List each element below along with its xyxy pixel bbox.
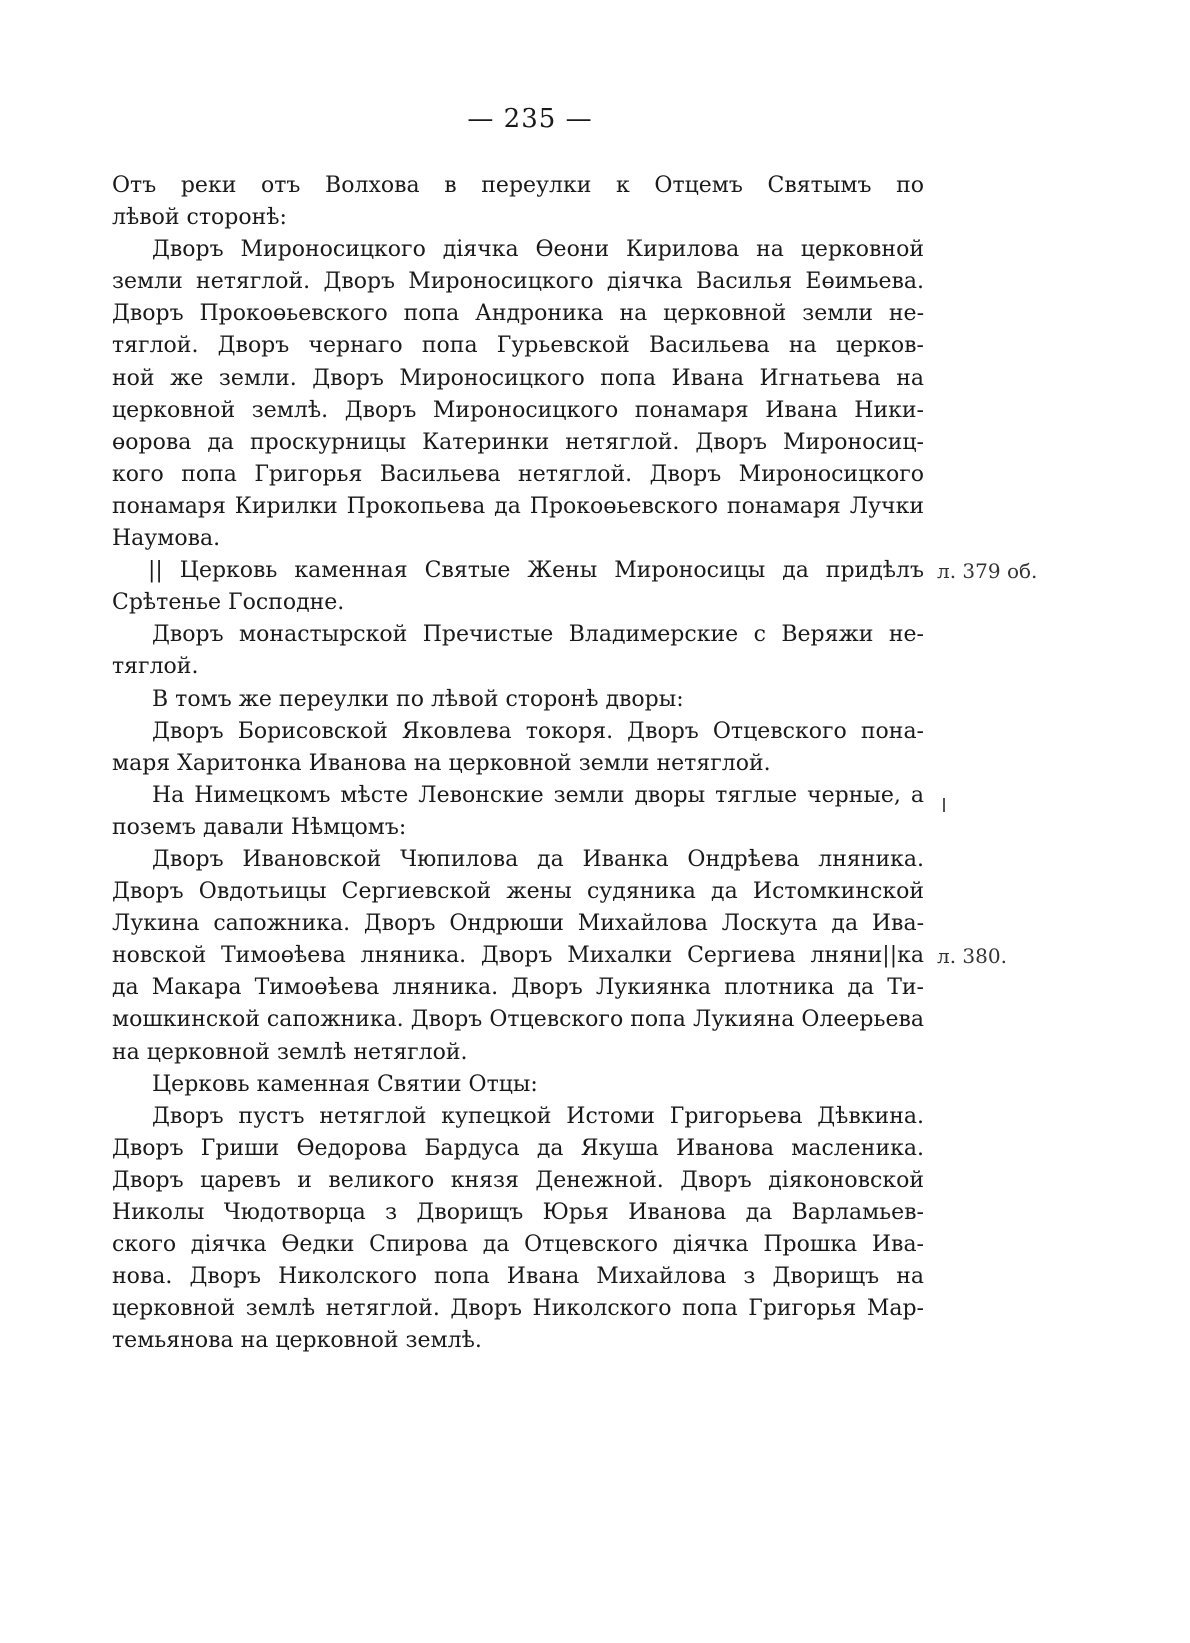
text-line: өорова да проскурницы Катеринки нетяглой. Дворъ Мироносиц- [112, 429, 924, 455]
text-line: тяглой. [112, 654, 199, 680]
text-line: Лукина сапожника. Дворъ Ондрюши Михайлова Лоскута да Ива- [112, 911, 924, 937]
text-line: церковной землѣ. Дворъ Мироносицкого понамаря Ивана Ники- [112, 397, 924, 423]
text-line: церковной землѣ нетяглой. Дворъ Николского попа Григорья Мар- [112, 1296, 924, 1322]
text-line: тяглой. Дворъ чернаго попа Гурьевской Васильева на церков- [112, 333, 924, 359]
text-line: Срѣтенье Господне. [112, 590, 345, 616]
text-line: ского діячка Өедки Спирова да Отцевского діячка Прошка Ива- [112, 1232, 924, 1258]
text-line: Дворъ Мироносицкого діячка Өеони Кирилова на церковной [152, 237, 924, 263]
margin-tick-mark [943, 798, 945, 812]
text-line: ной же земли. Дворъ Мироносицкого попа Ивана Игнатьева на [112, 365, 924, 391]
text-line: поземъ давали Нѣмцомъ: [112, 814, 407, 840]
text-line: Дворъ Ивановской Чюпилова да Иванка Ондрѣева лняника. [152, 846, 924, 872]
text-line: Отъ реки отъ Волхова в переулки к Отцемъ Святымъ по [112, 173, 924, 198]
text-line: темьянова на церковной землѣ. [112, 1328, 482, 1354]
text-line: да Макара Тимоөѣева лняника. Дворъ Лукиянка плотника да Ти- [112, 975, 924, 1001]
text-line: Николы Чюдотворца з Дворищъ Юрья Иванова да Варламьев- [112, 1200, 924, 1225]
text-line: на церковной землѣ нетяглой. [112, 1039, 468, 1065]
text-line: || Церковь каменная Святые Жены Мироносицы да придѣлъ [148, 558, 924, 584]
text-line: кого попа Григорья Васильева нетяглой. Дворъ Мироносицкого [112, 461, 924, 487]
document-body [112, 170, 924, 1357]
page-number: — 235 — [467, 104, 593, 134]
text-line: мошкинской сапожника. Дворъ Отцевского попа Лукияна Олеерьева [112, 1007, 924, 1033]
text-line: Дворъ Гриши Өедорова Бардуса да Якуша Иванова масленика. [112, 1135, 924, 1161]
text-line: нова. Дворъ Николского попа Ивана Михайлова з Дворищъ на [112, 1264, 924, 1290]
text-line: В томъ же переулки по лѣвой сторонѣ дворы: [152, 686, 684, 712]
text-line: Дворъ Борисовской Яковлева токоря. Дворъ Отцевского пона- [152, 718, 924, 744]
text-line: На Нимецкомъ мѣсте Левонские земли дворы тяглые черные, а [152, 782, 924, 808]
text-line: Дворъ Овдотьицы Сергиевской жены судяника да Истомкинской [112, 879, 924, 905]
text-line: маря Харитонка Иванова на церковной земли нетяглой. [112, 750, 771, 776]
text-line: земли нетяглой. Дворъ Мироносицкого діячка Василья Еөимьева. [112, 269, 924, 295]
text-line: лѣвой сторонѣ: [112, 205, 287, 231]
text-line: Дворъ пустъ нетяглой купецкой Истоми Григорьева Дѣвкина. [152, 1103, 924, 1129]
folio-margin-note: л. 380. [937, 944, 1007, 969]
text-line: Дворъ Прокоөьевского попа Андроника на церковной земли не- [112, 301, 924, 327]
text-line: Дворъ царевъ и великого князя Денежной. Дворъ діяконовской [112, 1167, 924, 1193]
text-line: Дворъ монастырской Пречистые Владимерские с Веряжи не- [152, 622, 924, 648]
text-line: понамаря Кирилки Прокопьева да Прокоөьевского понамаря Лучки [112, 493, 924, 519]
text-line: Церковь каменная Святии Отцы: [152, 1071, 538, 1097]
text-line: Наумова. [112, 526, 221, 552]
text-line: новской Тимоөѣева лняника. Дворъ Михалки Сергиева лняни||ка [112, 943, 924, 969]
folio-margin-note: л. 379 об. [937, 559, 1038, 584]
